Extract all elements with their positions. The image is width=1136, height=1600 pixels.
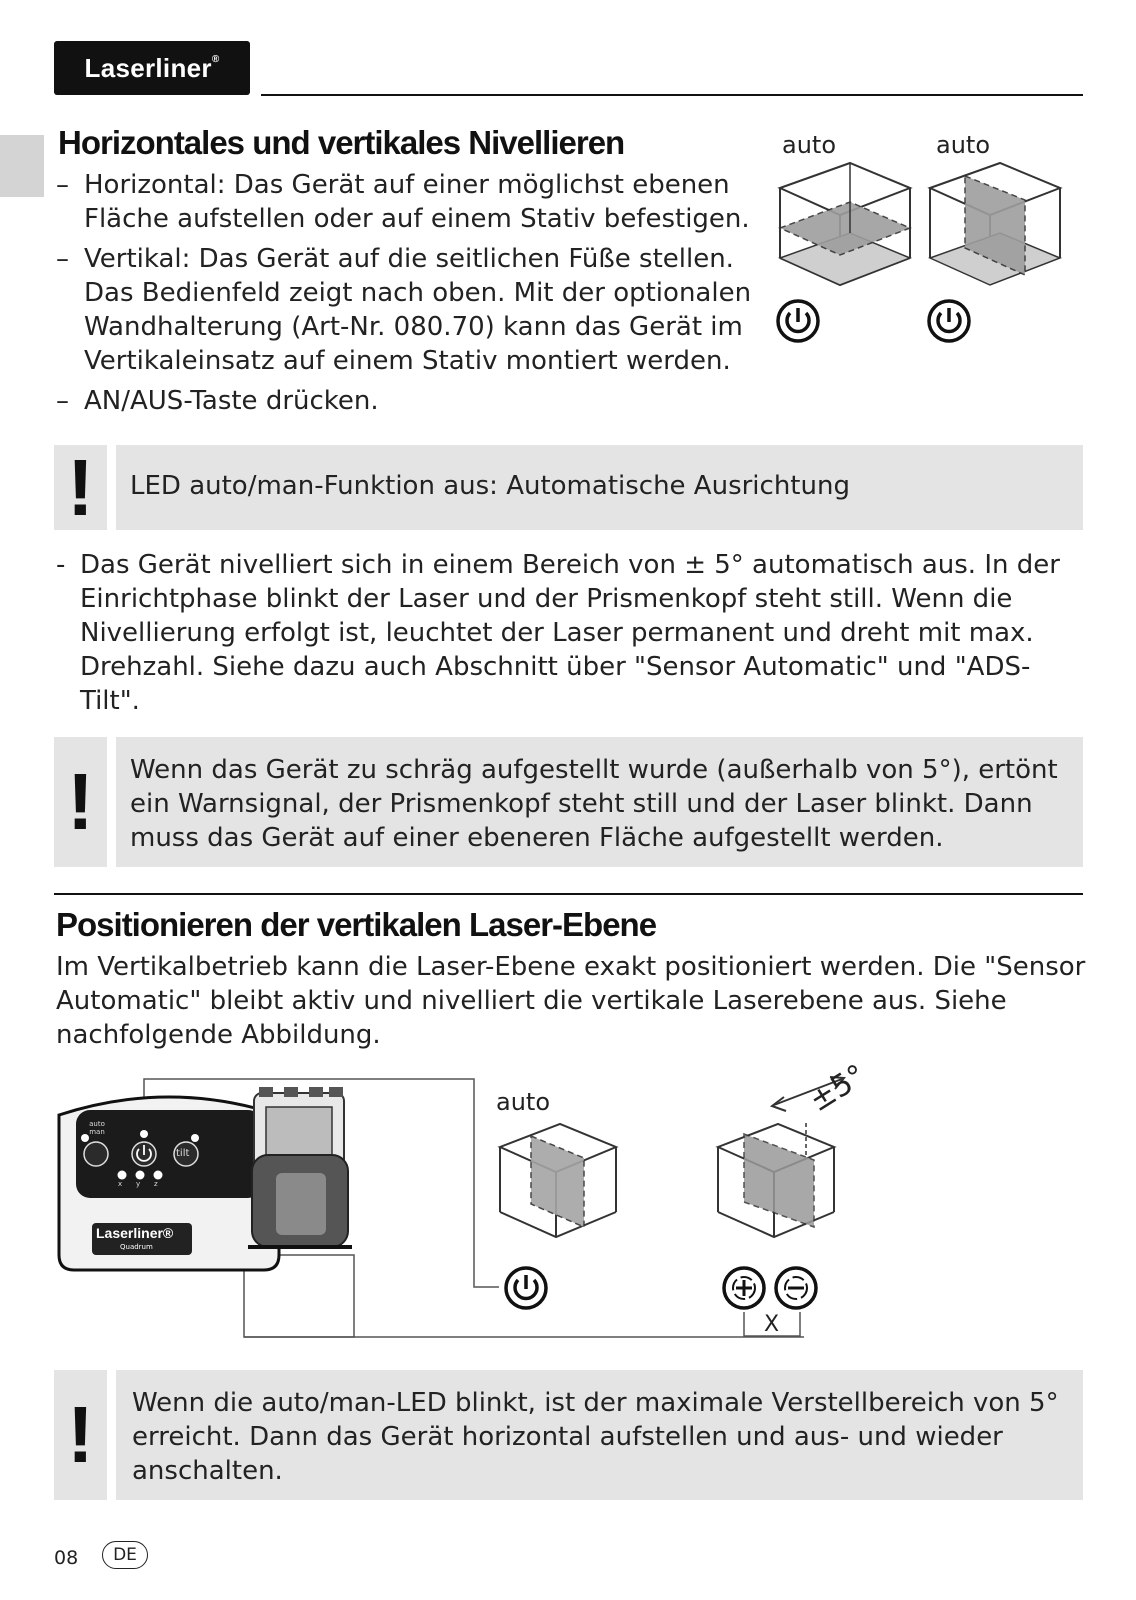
warning-mark-box	[54, 445, 107, 530]
panel-axis-y: y	[136, 1180, 141, 1188]
angle-label: ±5°	[803, 1057, 873, 1119]
panel-axis-x: x	[118, 1180, 123, 1188]
header-divider	[261, 94, 1083, 96]
section-title-nivellieren: Horizontales und vertikales Nivellieren	[58, 124, 625, 161]
exclamation-icon: !	[67, 1390, 94, 1479]
note-tilt-warning	[116, 737, 1083, 867]
figure-label-auto: auto	[496, 1088, 551, 1116]
figure-label-auto-vertical: auto	[936, 131, 991, 159]
language-badge: DE	[102, 1541, 148, 1569]
section-title-positionieren: Positionieren der vertikalen Laser-Ebene	[56, 906, 657, 943]
power-icon	[775, 298, 821, 344]
section-tab	[0, 135, 44, 197]
page-number: 08	[54, 1547, 79, 1569]
brand-logo	[54, 41, 250, 95]
brand-mark: ®	[211, 54, 220, 65]
cube-vertical-plane-figure	[925, 160, 1065, 290]
exclamation-icon: !	[67, 443, 94, 532]
power-icon	[503, 1265, 549, 1311]
panel-model: Quadrum	[120, 1243, 153, 1251]
section1-bullets	[56, 168, 756, 424]
panel-brand: Laserliner®	[96, 1225, 174, 1241]
note-text: Wenn die auto/man-LED blinkt, ist der maximale Verstellbereich von 5° erreicht. Dann das Gerät horizontal aufstellen und aus- und wieder anschalten.	[132, 1388, 1059, 1486]
section-divider	[54, 893, 1083, 895]
x-label: X	[764, 1312, 780, 1337]
panel-auto-man-label: auto man	[89, 1120, 105, 1136]
warning-mark-box	[54, 1370, 107, 1500]
exclamation-icon: !	[67, 757, 94, 846]
bullet-power: – AN/AUS-Taste drücken.	[56, 386, 379, 416]
bullet-horizontal: – Horizontal: Das Gerät auf einer möglichst ebenen Fläche aufstellen oder auf einem Stativ befestigen.	[56, 170, 750, 234]
minus-rotate-icon	[773, 1265, 819, 1311]
note-text: LED auto/man-Funktion aus: Automatische Ausrichtung	[130, 471, 850, 501]
paragraph-auto-leveling: - Das Gerät nivelliert sich in einem Bereich von ± 5° automatisch aus. In der Einrichtphase blinkt der Laser und der Prismenkopf steht still. Wenn die Nivellierung erfolgt ist, leuchtet der Laser permanent und dreht mit max. Drehzahl. Siehe dazu auch Abschnitt über "Sensor Automatic" und "ADS-Tilt".	[56, 550, 1060, 716]
cube-horizontal-plane-figure	[775, 160, 915, 290]
warning-mark-box	[54, 737, 107, 867]
cube-tilted-plane-figure	[714, 1122, 839, 1240]
figure-label-auto-horizontal: auto	[782, 131, 837, 159]
panel-tilt-label: tilt	[176, 1148, 190, 1159]
note-text: Wenn das Gerät zu schräg aufgestellt wurde (außerhalb von 5°), ertönt ein Warnsignal, der Prismenkopf steht still und der Laser blinkt. Dann muss das Gerät auf einer ebeneren Fläche aufgestellt werden.	[130, 755, 1058, 853]
note-max-range	[116, 1370, 1083, 1500]
brand-name: Laserliner	[84, 53, 212, 83]
plus-rotate-icon	[721, 1265, 767, 1311]
cube-vertical-plane-figure	[496, 1122, 621, 1240]
bullet-vertikal: – Vertikal: Das Gerät auf die seitlichen Füße stellen. Das Bedienfeld zeigt nach oben. Mit der optionalen Wandhalterung (Art-Nr. 080.70) kann das Gerät im Vertikaleinsatz auf einem Stativ montiert werden.	[56, 244, 752, 376]
section2-text: Im Vertikalbetrieb kann die Laser-Ebene exakt positioniert werden. Die "Sensor Automatic" bleibt aktiv und nivelliert die vertikale Laserebene aus. Siehe nachfolgende Abbildung.	[56, 952, 1086, 1050]
panel-axis-z: z	[154, 1180, 158, 1188]
note-auto-man	[116, 445, 1083, 530]
power-icon	[926, 298, 972, 344]
